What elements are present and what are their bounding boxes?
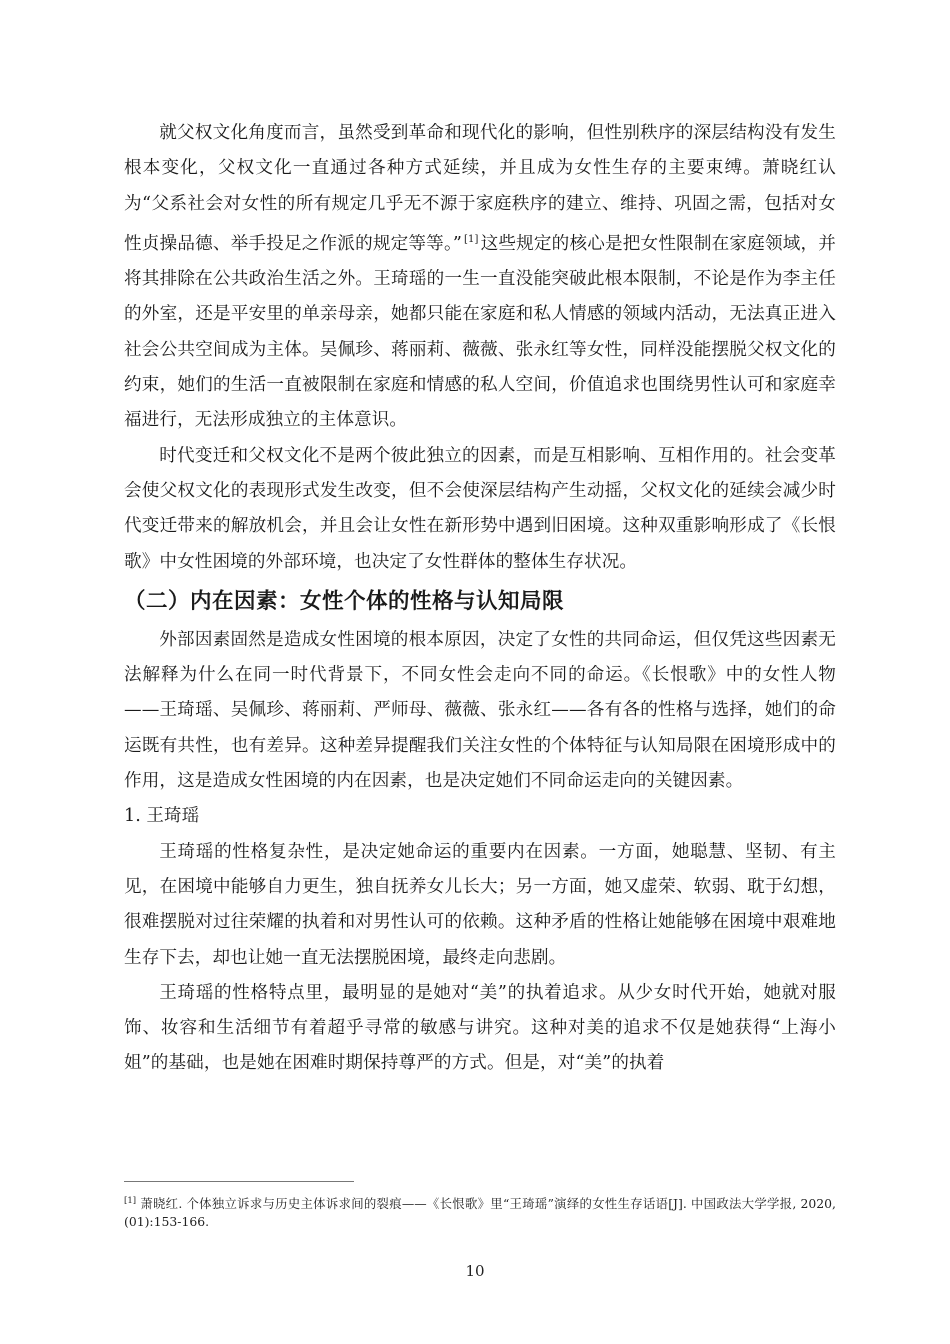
subsection-heading: 1. 王琦瑶 [124, 806, 200, 827]
paragraph-internal-factors: 外部因素固然是造成女性困境的根本原因，决定了女性的共同命运，但仅凭这些因素无法解释为什么在同一时代背景下，不同女性会走向不同的命运。《长恨歌》中的女性人物——王琦瑶、吴佩珍、蒋丽莉、严师母、薇薇、张永红——各有各的性格与选择，她们的命运既有共性，也有差异。这种差异提醒我们关注女性的个体特征与认知局限在困境形成中的作用，这是造成女性困境的内在因素，也是决定她们不同命运走向的关键因素。 [124, 629, 836, 792]
footnote-mark: [1] [124, 1196, 137, 1206]
page-number: 10 [465, 1262, 485, 1280]
paragraph-text: 就父权文化角度而言，虽然受到革命和现代化的影响，但性别秩序的深层结构没有发生根本变化，父权文化一直通过各种方式延续，并且成为女性生存的主要束缚。萧晓红认为“父系社会对女性的所有规定几乎无不源于家庭秩序的建立、维持、巩固之需，包括对女性贞操品德、举手投足之作派的规定等等。” [124, 123, 836, 254]
footnote [124, 1192, 836, 1231]
paragraph-interaction: 时代变迁和父权文化不是两个彼此独立的因素，而是互相影响、互相作用的。社会变革会使父权文化的表现形式发生改变，但不会使深层结构产生动摇，父权文化的延续会减少时代变迁带来的解放机会，并且会让女性在新形势中遇到旧困境。这种双重影响形成了《长恨歌》中女性困境的外部环境，也决定了女性群体的整体生存状况。 [124, 445, 836, 572]
paragraph-patriarchy [124, 116, 836, 439]
paragraph-text: 这些规定的核心是把女性限制在家庭领域，并将其排除在公共政治生活之外。王琦瑶的一生一直没能突破此根本限制，不论是作为李主任的外室，还是平安里的单亲母亲，她都只能在家庭和私人情感的领域内活动，无法真正进入社会公共空间成为主体。吴佩珍、蒋丽莉、薇薇、张永红等女性，同样没能摆脱父权文化的约束，她们的生活一直被限制在家庭和情感的私人空间，价值追求也围绕男性认可和家庭幸福进行，无法形成独立的主体意识。 [124, 233, 836, 431]
paragraph-beauty: 王琦瑶的性格特点里，最明显的是她对“美”的执着追求。从少女时代开始，她就对服饰、妆容和生活细节有着超乎寻常的敏感与讲究。这种对美的追求不仅是她获得“上海小姐”的基础，也是她在困难时期保持尊严的方式。但是，对“美”的执着 [124, 982, 836, 1074]
paragraph-character: 王琦瑶的性格复杂性，是决定她命运的重要内在因素。一方面，她聪慧、坚韧、有主见，在困境中能够自力更生，独自抚养女儿长大；另一方面，她又虚荣、软弱、耽于幻想，很难摆脱对过往荣耀的执着和对男性认可的依赖。这种矛盾的性格让她能够在困境中艰难地生存下去，却也让她一直无法摆脱困境，最终走向悲剧。 [124, 841, 836, 968]
footnote-reference[interactable]: [1] [464, 233, 479, 245]
footnote-divider [124, 1181, 354, 1182]
body-text [124, 116, 836, 1082]
footnote-text: 萧晓红. 个体独立诉求与历史主体诉求间的裂痕——《长恨歌》里“王琦瑶”演绎的女性生存话语[J]. 中国政法大学学报, 2020, (01):153-166. [124, 1196, 836, 1229]
section-heading: （二）内在因素：女性个体的性格与认知局限 [124, 588, 565, 614]
